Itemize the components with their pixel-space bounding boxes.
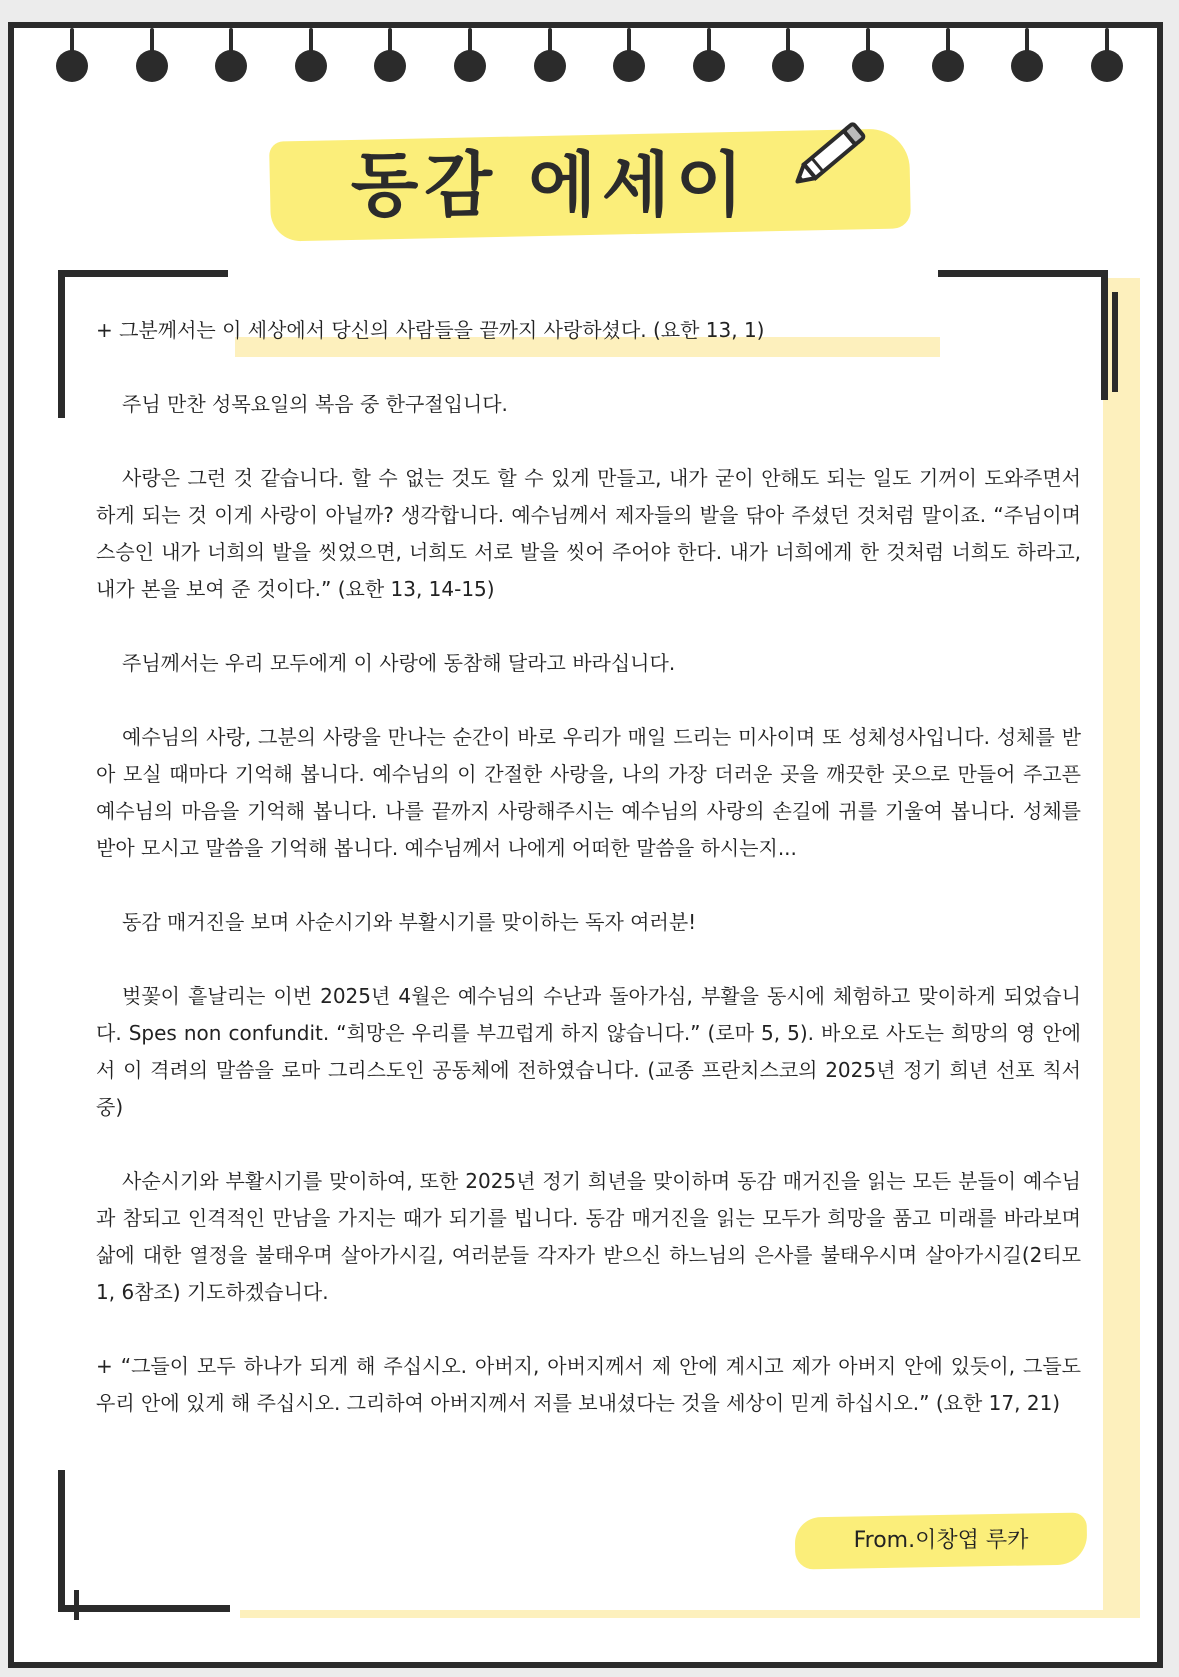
ring-hole xyxy=(613,50,645,82)
paragraph: 사순시기와 부활시기를 맞이하여, 또한 2025년 정기 희년을 맞이하며 동감 매거진을 읽는 모든 분들이 예수님과 참되고 인격적인 만남을 가지는 때가 되기를 빕니다. 동감 매거진을 읽는 모두가 희망을 품고 미래를 바라보며 삶에 대한 열정을 불태우며 살아가시길, 여러분들 각자가 받으신 하느님의 은사를 불태우시며 살아가시길(2티모 1, 6참조) 기도하겠습니다. xyxy=(96,1169,1081,1304)
ring-hole xyxy=(215,50,247,82)
page-title: 동감 에세이 xyxy=(350,144,750,226)
signature: From.이창엽 루카 xyxy=(853,1528,1029,1553)
corner-top-left-h xyxy=(58,270,228,277)
corner-top-right-v xyxy=(1101,270,1108,400)
ring-hole xyxy=(534,50,566,82)
ring-hole xyxy=(454,50,486,82)
opening-verse: + 그분께서는 이 세상에서 당신의 사람들을 끝까지 사랑하셨다. (요한 13, 1) xyxy=(96,318,765,342)
ring-hole xyxy=(374,50,406,82)
paragraph: 주님 만찬 성목요일의 복음 중 한구절입니다. xyxy=(122,392,508,416)
corner-top-right-h xyxy=(938,270,1108,277)
corner-bottom-left-v2 xyxy=(74,1590,79,1620)
ring-hole xyxy=(295,50,327,82)
paragraph: 사랑은 그런 것 같습니다. 할 수 없는 것도 할 수 있게 만들고, 내가 굳이 안해도 되는 일도 기꺼이 도와주면서 하게 되는 것 이게 사랑이 아닐까? 생각합니다. 예수님께서 제자들의 발을 닦아 주셨던 것처럼 말이죠. “주님이며 스승인 내가 너희의 발을 씻었으면, 너희도 서로 발을 씻어 주어야 한다. 내가 너희에게 한 것처럼 너희도 하라고, 내가 본을 보여 준 것이다.” (요한 13, 14-15) xyxy=(96,466,1081,601)
binder-rings xyxy=(0,28,1179,118)
ring-hole xyxy=(1091,50,1123,82)
paragraph: 주님께서는 우리 모두에게 이 사랑에 동참해 달라고 바라십니다. xyxy=(122,651,676,675)
ring-hole xyxy=(1011,50,1043,82)
ring-hole xyxy=(56,50,88,82)
essay-body xyxy=(96,312,1081,1422)
ring-hole xyxy=(932,50,964,82)
paragraph: 벚꽃이 흩날리는 이번 2025년 4월은 예수님의 수난과 돌아가심, 부활을 동시에 체험하고 맞이하게 되었습니다. Spes non confundit. “희망은 우리를 부끄럽게 하지 않습니다.” (로마 5, 5). 바오로 사도는 희망의 영 안에서 이 격려의 말씀을 로마 그리스도인 공동체에 전하였습니다. (교종 프란치스코의 2025년 정기 희년 선포 칙서 중) xyxy=(96,984,1081,1119)
ring-hole xyxy=(693,50,725,82)
ring-hole xyxy=(136,50,168,82)
paragraph: 동감 매거진을 보며 사순시기와 부활시기를 맞이하는 독자 여러분! xyxy=(122,910,697,934)
pencil-icon xyxy=(790,105,880,195)
corner-top-right-v2 xyxy=(1112,292,1118,392)
closing-verse: + “그들이 모두 하나가 되게 해 주십시오. 아버지, 아버지께서 제 안에 계시고 제가 아버지 안에 있듯이, 그들도 우리 안에 있게 해 주십시오. 그리하여 아버지께서 저를 보내셨다는 것을 세상이 믿게 하십시오.” (요한 17, 21) xyxy=(96,1354,1081,1415)
corner-bottom-left-v xyxy=(58,1470,65,1612)
ring-hole xyxy=(772,50,804,82)
paragraph: 예수님의 사랑, 그분의 사랑을 만나는 순간이 바로 우리가 매일 드리는 미사이며 또 성체성사입니다. 성체를 받아 모실 때마다 기억해 봅니다. 예수님의 이 간절한 사랑을, 나의 가장 더러운 곳을 깨끗한 곳으로 만들어 주고픈 예수님의 마음을 기억해 봅니다. 나를 끝까지 사랑해주시는 예수님의 사랑의 손길에 귀를 기울여 봅니다. 성체를 받아 모시고 말씀을 기억해 봅니다. 예수님께서 나에게 어떠한 말씀을 하시는지... xyxy=(96,725,1081,860)
corner-bottom-left-h xyxy=(58,1605,230,1612)
ring-hole xyxy=(852,50,884,82)
corner-top-left-v xyxy=(58,270,65,418)
